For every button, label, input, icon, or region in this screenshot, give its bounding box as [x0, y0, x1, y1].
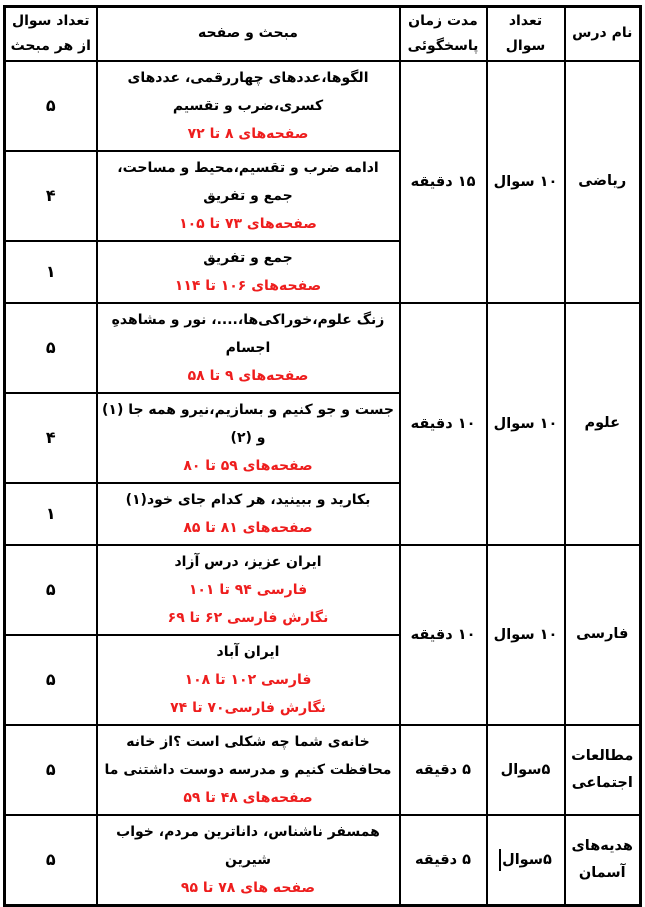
topic-title: خانه‌ی شما چه شکلی است ؟از خانه محافظت کنیم و مدرسه دوست داشتنی ما [104, 733, 392, 778]
topic-cell [97, 61, 400, 151]
topic-count: ۵ [5, 545, 97, 635]
course-duration-social: ۵ دقیقه [400, 725, 487, 815]
header-per-topic: تعداد سوال از هر مبحث [5, 7, 97, 61]
topic-count: ۴ [5, 393, 97, 483]
table-row [5, 61, 641, 151]
topic-pages: صفحه‌های ۹ تا ۵۸ [187, 367, 309, 384]
topic-pages: نگارش فارسی۷۰ تا ۷۴ [170, 699, 326, 716]
topic-count: ۵ [5, 61, 97, 151]
topic-title: همسفر ناشناس، داناترین مردم، خواب شیرین [116, 823, 380, 868]
topic-cell [97, 241, 400, 303]
topic-title: ایران عزیز، درس آزاد [174, 553, 322, 570]
course-duration-farsi: ۱۰ دقیقه [400, 545, 487, 725]
header-course: نام درس [565, 7, 641, 61]
topic-cell [97, 303, 400, 393]
topic-count: ۱ [5, 241, 97, 303]
topic-cell [97, 725, 400, 815]
topic-count: ۴ [5, 151, 97, 241]
course-questions-math: ۱۰ سوال [487, 61, 565, 303]
course-name-math: ریاضی [565, 61, 641, 303]
topic-count: ۵ [5, 635, 97, 725]
topic-cell [97, 151, 400, 241]
course-name-science: علوم [565, 303, 641, 545]
course-name-heavenly-gifts: هدیه‌های آسمان [565, 815, 641, 906]
topic-cell [97, 393, 400, 483]
course-questions-heavenly-gifts[interactable] [487, 815, 565, 906]
course-duration-science: ۱۰ دقیقه [400, 303, 487, 545]
topic-pages: نگارش فارسی ۶۲ تا ۶۹ [167, 609, 329, 626]
course-questions-text: ۵سوال [502, 851, 552, 868]
topic-pages: صفحه‌های ۵۹ تا ۸۰ [183, 457, 313, 474]
table-row [5, 545, 641, 635]
topic-pages: صفحه‌های ۷۳ تا ۱۰۵ [179, 215, 317, 232]
topic-cell [97, 815, 400, 906]
course-questions-social: ۵سوال [487, 725, 565, 815]
course-duration-math: ۱۵ دقیقه [400, 61, 487, 303]
topic-count: ۵ [5, 815, 97, 906]
header-questions: تعداد سوال [487, 7, 565, 61]
topic-count: ۵ [5, 725, 97, 815]
header-row [5, 7, 641, 61]
topic-pages: صفحه‌های ۸ تا ۷۲ [187, 125, 309, 142]
topic-title: جمع و تفریق [203, 249, 293, 266]
table-row [5, 303, 641, 393]
table-row [5, 815, 641, 906]
topic-pages: فارسی ۹۴ تا ۱۰۱ [188, 581, 308, 598]
topic-cell [97, 635, 400, 725]
topic-pages: صفحه‌های ۴۸ تا ۵۹ [183, 789, 313, 806]
topic-pages: صفحه‌های ۱۰۶ تا ۱۱۴ [174, 277, 322, 294]
course-questions-farsi: ۱۰ سوال [487, 545, 565, 725]
topic-pages: صفحه های ۷۸ تا ۹۵ [180, 879, 316, 896]
topic-title: زنگ علوم،خوراکی‌ها،....، نور و مشاهدهِ اجسام [111, 311, 385, 356]
topic-cell [97, 483, 400, 545]
topic-pages: فارسی ۱۰۲ تا ۱۰۸ [184, 671, 312, 688]
course-duration-heavenly-gifts: ۵ دقیقه [400, 815, 487, 906]
course-questions-science: ۱۰ سوال [487, 303, 565, 545]
topic-pages: صفحه‌های ۸۱ تا ۸۵ [183, 519, 313, 536]
table-row [5, 725, 641, 815]
course-name-farsi: فارسی [565, 545, 641, 725]
topic-count: ۱ [5, 483, 97, 545]
topic-title: بکارید و ببینید، هر کدام جای خود(۱) [125, 491, 371, 508]
exam-schedule-table [3, 5, 642, 907]
text-cursor [499, 849, 501, 871]
header-duration: مدت زمان پاسخگوئی [400, 7, 487, 61]
topic-title: ایران آباد [216, 643, 280, 660]
topic-title: الگوها،عددهای چهاررقمی، عددهای کسری،ضرب و تقسیم [127, 69, 369, 114]
course-name-social: مطالعات اجتماعی [565, 725, 641, 815]
topic-cell [97, 545, 400, 635]
header-topic: مبحث و صفحه [97, 7, 400, 61]
topic-title: جست و جو کنیم و بسازیم،نیرو همه جا (۱) و (۲) [101, 401, 394, 446]
topic-count: ۵ [5, 303, 97, 393]
topic-title: ادامه ضرب و تقسیم،محیط و مساحت، جمع و تفریق [117, 159, 379, 204]
